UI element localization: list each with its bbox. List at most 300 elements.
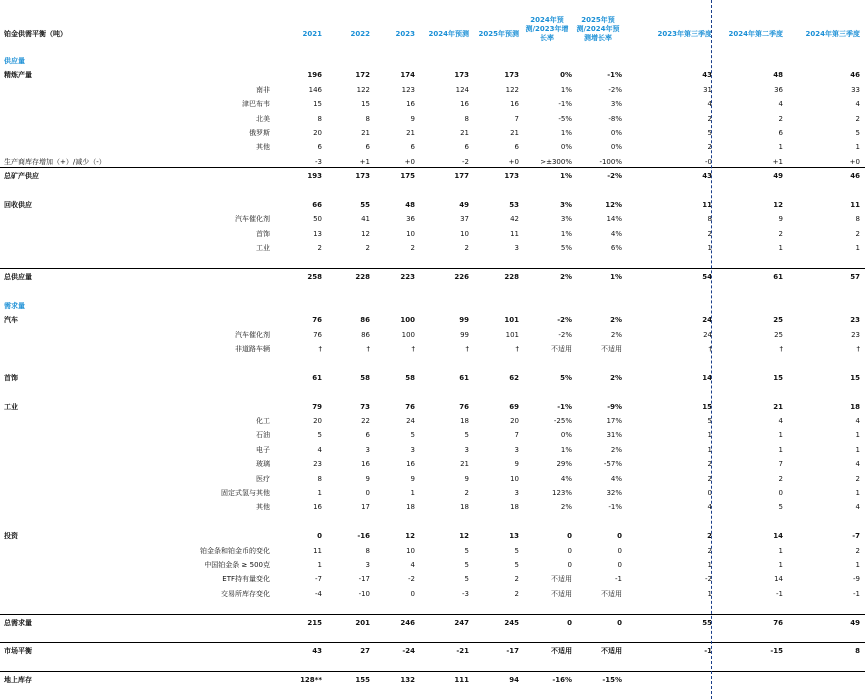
value-cell: 22 (361, 417, 370, 425)
value-cell: 9 (778, 215, 783, 223)
value-cell: 21 (460, 129, 469, 137)
value-cell: 15 (702, 403, 712, 411)
value-cell: 14% (606, 215, 622, 223)
value-cell: 4 (855, 100, 860, 108)
value-cell: 不适用 (551, 590, 572, 598)
value-cell: -2 (705, 575, 712, 583)
value-cell: 226 (454, 273, 469, 281)
value-cell: -10 (358, 590, 370, 598)
value-cell: 58 (405, 374, 415, 382)
table-row (0, 572, 865, 586)
value-cell: 4% (560, 475, 572, 483)
value-cell: 1% (560, 446, 572, 454)
value-cell: 15 (313, 100, 322, 108)
value-cell: 16 (510, 100, 519, 108)
value-cell: 111 (454, 676, 469, 684)
value-cell: 228 (355, 273, 370, 281)
value-cell: 15 (773, 374, 783, 382)
value-cell: 0% (560, 71, 572, 79)
row-label: 生产商库存增加（+）/减少（-） (4, 158, 106, 166)
value-cell: 6 (365, 143, 370, 151)
value-cell: 3 (365, 561, 370, 569)
value-cell: 61 (312, 374, 322, 382)
row-label: 其他 (256, 143, 270, 151)
header-col-2023: 2023 (395, 30, 415, 38)
value-cell: 62 (509, 374, 519, 382)
value-cell: 1 (410, 489, 415, 497)
table-row (0, 443, 865, 457)
value-cell: 1% (560, 129, 572, 137)
row-label: 非道路车辆 (235, 345, 270, 353)
value-cell: † (411, 345, 415, 353)
value-cell: 2 (707, 460, 712, 468)
row-label: 首饰 (4, 374, 18, 382)
table-row (0, 83, 865, 97)
value-cell: -3 (315, 158, 322, 166)
value-cell: 2 (707, 475, 712, 483)
value-cell: 76 (313, 331, 322, 339)
value-cell: 9 (464, 475, 469, 483)
value-cell: 23 (313, 460, 322, 468)
value-cell: 2% (610, 316, 622, 324)
value-cell: 6 (365, 431, 370, 439)
value-cell: † (318, 345, 322, 353)
row-divider-line (0, 671, 865, 672)
value-cell: 3 (464, 446, 469, 454)
value-cell: 0 (778, 489, 783, 497)
value-cell: +0 (404, 158, 415, 166)
value-cell: 5 (410, 431, 415, 439)
value-cell: 4 (707, 100, 712, 108)
value-cell: 0 (317, 532, 322, 540)
value-cell: 2 (514, 575, 519, 583)
value-cell: 7 (778, 460, 783, 468)
value-cell: 1 (855, 446, 860, 454)
value-cell: 25 (773, 316, 783, 324)
value-cell: 49 (459, 201, 469, 209)
row-label: 津巴布韦 (242, 100, 270, 108)
value-cell: 101 (504, 316, 519, 324)
value-cell: 175 (400, 172, 415, 180)
value-cell: 5% (560, 244, 572, 252)
value-cell: 8 (707, 215, 712, 223)
value-cell: 43 (702, 71, 712, 79)
value-cell: 23 (851, 331, 860, 339)
value-cell: -1 (704, 647, 712, 655)
value-cell: 16 (406, 100, 415, 108)
header-col-q3-2024: 2024年第三季度 (805, 30, 860, 38)
value-cell: -7 (315, 575, 322, 583)
value-cell: 1 (855, 561, 860, 569)
value-cell: 61 (773, 273, 783, 281)
value-cell: 5% (560, 374, 572, 382)
value-cell: 21 (510, 129, 519, 137)
value-cell: 58 (360, 374, 370, 382)
row-label: 投资 (4, 532, 18, 540)
value-cell: 1 (317, 489, 322, 497)
value-cell: 32% (606, 489, 622, 497)
value-cell: 0 (567, 619, 572, 627)
value-cell: 128** (300, 676, 322, 684)
value-cell: 79 (312, 403, 322, 411)
section-header-row (0, 299, 865, 313)
value-cell: 122 (505, 86, 519, 94)
table-row (0, 414, 865, 428)
value-cell: 9 (365, 475, 370, 483)
row-divider-line (0, 614, 865, 615)
value-cell: 2 (464, 244, 469, 252)
value-cell: 123 (401, 86, 415, 94)
value-cell: 1 (778, 446, 783, 454)
header-col-growth-2024: 2024年预测/2023年增长率 (525, 16, 569, 42)
value-cell: 1% (560, 86, 572, 94)
value-cell: 11 (313, 547, 322, 555)
value-cell: 11 (850, 201, 860, 209)
value-cell: 4 (855, 503, 860, 511)
value-cell: 173 (355, 172, 370, 180)
value-cell: 5 (514, 561, 519, 569)
value-cell: 50 (313, 215, 322, 223)
value-cell: 2 (514, 590, 519, 598)
value-cell: 20 (313, 417, 322, 425)
value-cell: -15 (770, 647, 783, 655)
value-cell: 14 (774, 575, 783, 583)
value-cell: 4 (778, 417, 783, 425)
value-cell: 16 (460, 100, 469, 108)
table-row (0, 428, 865, 442)
value-cell: 61 (459, 374, 469, 382)
value-cell: 42 (510, 215, 519, 223)
value-cell: 101 (505, 331, 519, 339)
value-cell: 155 (355, 676, 370, 684)
value-cell: 76 (459, 403, 469, 411)
value-cell: -2 (408, 575, 415, 583)
value-cell: -1 (853, 590, 860, 598)
value-cell: 0% (560, 431, 572, 439)
value-cell: 2 (365, 244, 370, 252)
table-row (0, 400, 865, 414)
table-row (0, 241, 865, 255)
value-cell: 49 (850, 619, 860, 627)
value-cell: 1 (317, 561, 322, 569)
value-cell: 6 (778, 129, 783, 137)
table-row (0, 644, 865, 658)
value-cell: 3% (560, 201, 572, 209)
value-cell: 10 (406, 230, 415, 238)
value-cell: -2% (608, 86, 622, 94)
value-cell: 94 (509, 676, 519, 684)
value-cell: 9 (410, 115, 415, 123)
table-row (0, 673, 865, 687)
row-label: 首饰 (256, 230, 270, 238)
value-cell: 6 (317, 143, 322, 151)
value-cell: 5 (464, 561, 469, 569)
value-cell: 124 (455, 86, 469, 94)
value-cell: 15 (850, 374, 860, 382)
value-cell: 2% (560, 503, 572, 511)
value-cell: † (465, 345, 469, 353)
value-cell: -5% (558, 115, 572, 123)
table-row (0, 342, 865, 356)
value-cell: -1% (608, 503, 622, 511)
value-cell: 49 (773, 172, 783, 180)
value-cell: 9 (410, 475, 415, 483)
value-cell: 33 (851, 86, 860, 94)
value-cell: 2 (707, 230, 712, 238)
value-cell: 18 (460, 503, 469, 511)
row-label: 其他 (256, 503, 270, 511)
value-cell: 5 (855, 129, 860, 137)
value-cell: 1% (560, 172, 572, 180)
value-cell: 20 (313, 129, 322, 137)
value-cell (805, 673, 860, 687)
row-label: 电子 (256, 446, 270, 454)
value-cell: 3% (560, 215, 572, 223)
value-cell: 46 (850, 172, 860, 180)
row-label: 工业 (4, 403, 18, 411)
value-cell: 16 (406, 460, 415, 468)
value-cell: 0 (567, 547, 572, 555)
value-cell: 43 (312, 647, 322, 655)
value-cell: 不适用 (601, 647, 622, 655)
value-cell: 16 (313, 503, 322, 511)
value-cell: † (708, 345, 712, 353)
header-col-growth-2025: 2025年预测/2024年预测增长率 (576, 16, 620, 42)
value-cell: 2% (610, 446, 622, 454)
value-cell: 7 (514, 115, 519, 123)
table-row (0, 198, 865, 212)
value-cell: 14 (773, 532, 783, 540)
value-cell: 24 (703, 331, 712, 339)
table-row (0, 169, 865, 183)
value-cell: 不适用 (551, 575, 572, 583)
value-cell: 5 (707, 417, 712, 425)
value-cell (660, 673, 712, 687)
value-cell: 1 (707, 590, 712, 598)
value-cell: 196 (307, 71, 322, 79)
value-cell: 246 (400, 619, 415, 627)
value-cell: 2 (855, 115, 860, 123)
value-cell: 2 (707, 547, 712, 555)
value-cell: -2% (558, 331, 572, 339)
value-cell: 258 (307, 273, 322, 281)
value-cell: 100 (401, 331, 415, 339)
value-cell: 8 (855, 215, 860, 223)
value-cell: 0% (560, 143, 572, 151)
value-cell: 18 (406, 503, 415, 511)
value-cell: 5 (514, 547, 519, 555)
value-cell: -1% (557, 403, 572, 411)
value-cell: -1% (558, 100, 572, 108)
table-row (0, 587, 865, 601)
value-cell: 24 (406, 417, 415, 425)
row-label: 地上库存 (4, 676, 32, 684)
value-cell: 1 (707, 244, 712, 252)
value-cell: 3% (610, 100, 622, 108)
value-cell: 2% (560, 273, 572, 281)
value-cell: 46 (850, 71, 860, 79)
section-label: 需求量 (4, 302, 25, 310)
value-cell: 3 (514, 244, 519, 252)
value-cell: 76 (312, 316, 322, 324)
value-cell: 2 (410, 244, 415, 252)
value-cell: 228 (504, 273, 519, 281)
value-cell: 201 (355, 619, 370, 627)
table-row (0, 313, 865, 327)
section-label: 供应量 (4, 57, 25, 65)
value-cell: >±300% (540, 158, 572, 166)
row-label: 交易所库存变化 (221, 590, 270, 598)
value-cell: -2% (607, 172, 622, 180)
value-cell: † (779, 345, 783, 353)
value-cell: 20 (510, 417, 519, 425)
value-cell: 53 (509, 201, 519, 209)
value-cell: 不适用 (601, 590, 622, 598)
value-cell: +0 (508, 158, 519, 166)
value-cell: 1 (778, 547, 783, 555)
value-cell: 73 (360, 403, 370, 411)
value-cell: 8 (855, 647, 860, 655)
value-cell (730, 673, 783, 687)
table-row (0, 68, 865, 82)
value-cell: 37 (460, 215, 469, 223)
value-cell: 11 (702, 201, 712, 209)
value-cell: 25 (774, 331, 783, 339)
value-cell: 6 (410, 143, 415, 151)
table-row (0, 544, 865, 558)
value-cell: 1% (560, 230, 572, 238)
value-cell: -4 (315, 590, 322, 598)
value-cell: 36 (406, 215, 415, 223)
value-cell: 2% (610, 374, 622, 382)
table-row (0, 212, 865, 226)
value-cell: 3 (410, 446, 415, 454)
value-cell: 2 (778, 475, 783, 483)
value-cell: 177 (454, 172, 469, 180)
value-cell: -3 (462, 590, 469, 598)
value-cell: 4% (610, 475, 622, 483)
value-cell: -21 (456, 647, 469, 655)
value-cell: -1 (776, 590, 783, 598)
row-label: 医疗 (256, 475, 270, 483)
value-cell: 132 (400, 676, 415, 684)
value-cell: 99 (460, 331, 469, 339)
value-cell: 21 (460, 460, 469, 468)
value-cell: -8% (608, 115, 622, 123)
value-cell: -24 (402, 647, 415, 655)
value-cell: 31% (606, 431, 622, 439)
value-cell: 18 (460, 417, 469, 425)
value-cell: 55 (360, 201, 370, 209)
header-col-2021: 2021 (302, 30, 322, 38)
value-cell: 8 (317, 475, 322, 483)
value-cell: 0 (617, 619, 622, 627)
value-cell: 2 (464, 489, 469, 497)
value-cell: 8 (317, 115, 322, 123)
value-cell: 0 (617, 561, 622, 569)
value-cell: +0 (849, 158, 860, 166)
value-cell: 1 (855, 489, 860, 497)
value-cell: 0% (610, 129, 622, 137)
value-cell: 12 (459, 532, 469, 540)
value-cell: 173 (504, 172, 519, 180)
value-cell: 4 (707, 503, 712, 511)
row-label: 工业 (256, 244, 270, 252)
value-cell: 7 (514, 431, 519, 439)
table-row (0, 112, 865, 126)
value-cell: 2% (610, 331, 622, 339)
header-col-q3-2023: 2023年第三季度 (657, 30, 712, 38)
row-label: ETF持有量变化 (222, 575, 270, 583)
value-cell: 123% (551, 489, 572, 497)
value-cell: 146 (308, 86, 322, 94)
table-row (0, 616, 865, 630)
row-label: 铂金条和铂金币的变化 (200, 547, 270, 555)
row-label: 汽车催化剂 (235, 215, 270, 223)
value-cell: 223 (400, 273, 415, 281)
row-label: 北美 (256, 115, 270, 123)
value-cell: 5 (464, 431, 469, 439)
value-cell: 5 (707, 129, 712, 137)
value-cell: 43 (702, 172, 712, 180)
row-label: 总供应量 (4, 273, 32, 281)
value-cell: 193 (307, 172, 322, 180)
value-cell: 4 (778, 100, 783, 108)
value-cell: 245 (504, 619, 519, 627)
row-label: 精炼产量 (4, 71, 32, 79)
row-label: 俄罗斯 (249, 129, 270, 137)
value-cell: 2 (778, 115, 783, 123)
value-cell: 1 (778, 431, 783, 439)
value-cell: 0 (365, 489, 370, 497)
value-cell: 172 (355, 71, 370, 79)
value-cell: 5 (464, 547, 469, 555)
value-cell: 0 (567, 532, 572, 540)
table-row (0, 328, 865, 342)
value-cell: 0 (567, 561, 572, 569)
value-cell: 0 (617, 547, 622, 555)
value-cell: 48 (405, 201, 415, 209)
value-cell: 17% (606, 417, 622, 425)
value-cell: 12 (361, 230, 370, 238)
value-cell: 18 (850, 403, 860, 411)
row-label: 固定式氢与其他 (221, 489, 270, 497)
value-cell: 2 (855, 475, 860, 483)
value-cell: 1 (707, 446, 712, 454)
value-cell: 1% (610, 273, 622, 281)
table-title: 铂金供需平衡（吨） (4, 30, 67, 38)
row-label: 化工 (256, 417, 270, 425)
table-row (0, 500, 865, 514)
table-row (0, 529, 865, 543)
value-cell: † (856, 345, 860, 353)
value-cell: 76 (773, 619, 783, 627)
value-cell: 21 (361, 129, 370, 137)
value-cell: 10 (460, 230, 469, 238)
value-cell: -17 (358, 575, 370, 583)
value-cell: 23 (850, 316, 860, 324)
header-col-2025f: 2025年预测 (478, 30, 519, 38)
quarter-divider-line (711, 0, 712, 699)
header-col-q2-2024: 2024年第二季度 (728, 30, 783, 38)
value-cell: 100 (400, 316, 415, 324)
value-cell: 13 (509, 532, 519, 540)
header-col-2024f: 2024年预测 (428, 30, 469, 38)
value-cell: +1 (359, 158, 370, 166)
value-cell: 10 (406, 547, 415, 555)
table-row (0, 472, 865, 486)
value-cell: 69 (509, 403, 519, 411)
